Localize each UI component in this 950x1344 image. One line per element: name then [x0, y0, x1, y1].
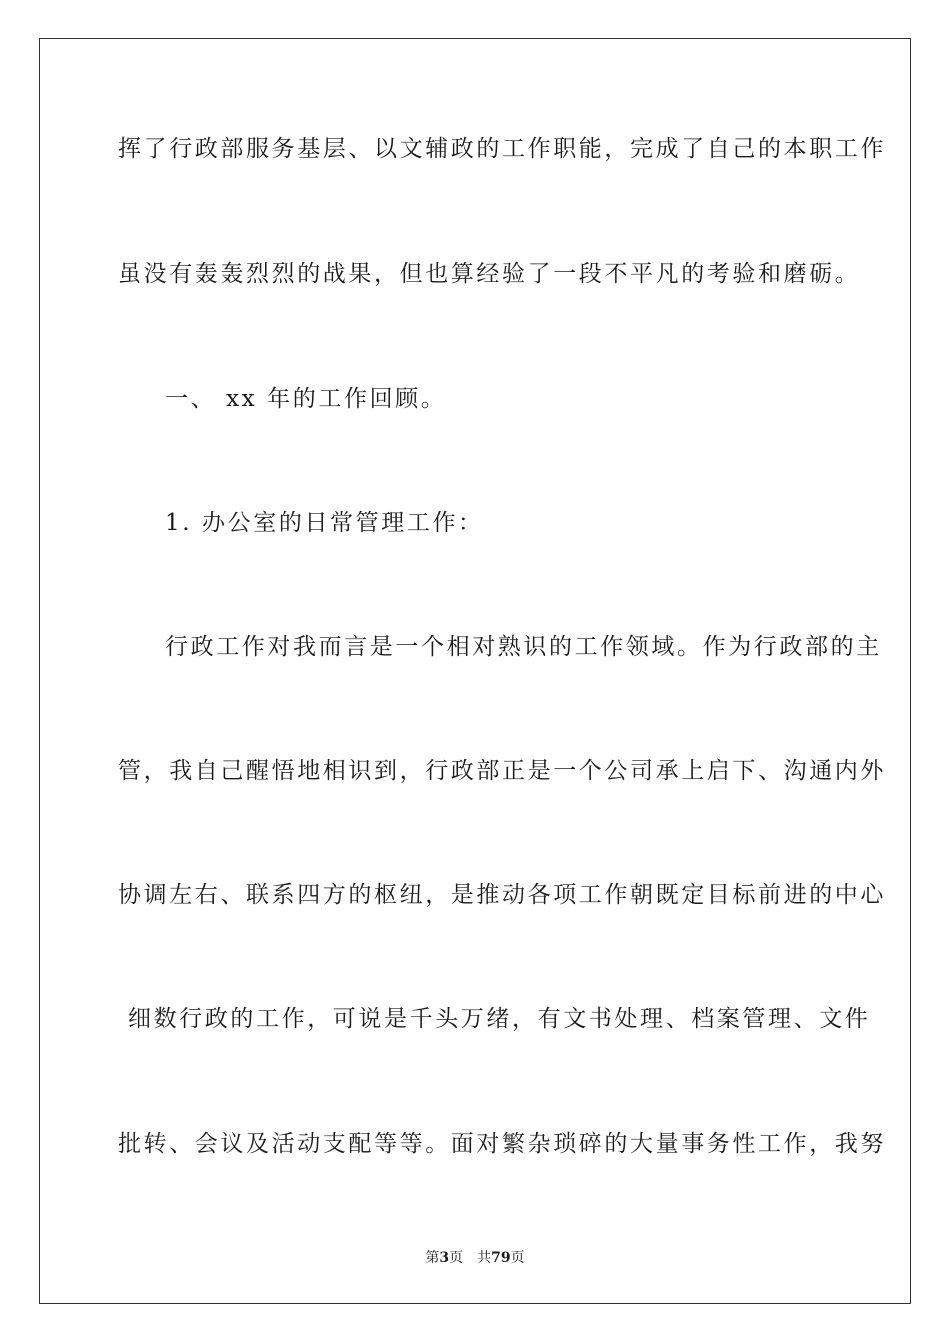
- page-number: 3: [439, 1250, 450, 1266]
- body-text-line: 挥了行政部服务基层、以文辅政的工作职能，完成了自己的本职工作: [118, 136, 886, 162]
- body-text-line: 管，我自己醒悟地相识到，行政部正是一个公司承上启下、沟通内外: [118, 758, 886, 784]
- total-prefix: 共: [477, 1250, 492, 1266]
- page-suffix: 页: [449, 1250, 464, 1266]
- total-pages: 79: [491, 1250, 511, 1266]
- page-prefix: 第: [425, 1250, 440, 1266]
- subsection-heading: 1. 办公室的日常管理工作：: [165, 510, 484, 536]
- section-heading: 一、 xx 年的工作回顾。: [165, 386, 447, 412]
- body-text-line: 行政工作对我而言是一个相对熟识的工作领域。作为行政部的主: [165, 634, 882, 660]
- page-footer: [0, 1248, 950, 1268]
- body-text-line: 协调左右、联系四方的枢纽，是推动各项工作朝既定目标前进的中心: [118, 882, 886, 908]
- body-text-line: 细数行政的工作，可说是千头万绪，有文书处理、档案管理、文件: [128, 1006, 871, 1032]
- page-border: [39, 38, 911, 1304]
- total-suffix: 页: [510, 1250, 525, 1266]
- body-text-line: 虽没有轰轰烈烈的战果，但也算经验了一段不平凡的考验和磨砺。: [118, 261, 861, 287]
- body-text-line: 批转、会议及活动支配等等。面对繁杂琐碎的大量事务性工作，我努: [118, 1131, 886, 1157]
